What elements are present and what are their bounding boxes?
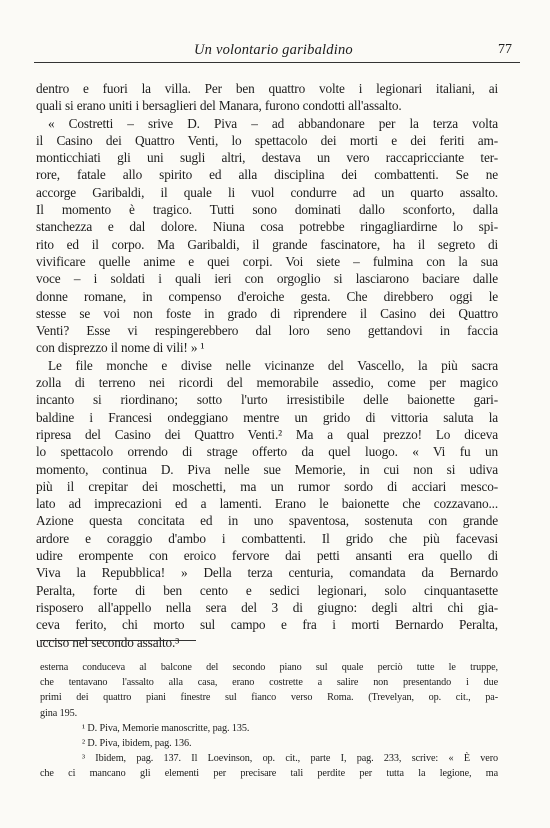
- text-line: dentro e fuori la villa. Per ben quattro volte i legionari italiani, ai: [36, 81, 498, 96]
- footnote-line: esterna conduceva al balcone del secondo piano sul quale perciò tutte le truppe,: [40, 662, 498, 673]
- text-line: Viva la Repubblica! » Della terza centuria, comandata da Bernardo: [36, 565, 498, 581]
- text-line: rore, fatale allo spirito ed alla disciplina dei combattenti. Se ne: [36, 167, 498, 183]
- page-number: 77: [498, 42, 512, 57]
- footnote-line: primi dei quattro piani finestre sul fianco verso Roma. (Trevelyan, op. cit., pa-: [40, 692, 498, 704]
- text-line: zolla di terreno nei ricordi del memorabile assedio, come per magico: [36, 375, 498, 391]
- text-line: Il momento è tragico. Tutti sono dominati dallo sconforto, dalla: [36, 202, 498, 218]
- footnote-line: che ci mancano gli elementi per precisare tali perdite per tutta la legione, ma: [40, 768, 498, 780]
- text-line: baldine i Francesi ondeggiano mentre un grido di vittoria saluta la: [36, 409, 498, 425]
- footnotes: [40, 660, 498, 782]
- running-head: [34, 42, 520, 63]
- text-line: risposero all'appello nella sera del 3 di giugno: degli altri chi gia-: [36, 599, 498, 615]
- text-line: ardore e coraggio d'ambo i combattenti. Il grido che più facevasi: [36, 530, 498, 546]
- text-line: ucciso nel secondo assalto.³: [36, 634, 180, 650]
- footnote-line: gina 195.: [40, 707, 78, 719]
- text-line: più il crepitar dei moschetti, ma un rumor sordo di acciari mesco-: [36, 478, 498, 494]
- text-line: stanchezza e dal dolore. Niuna cosa potrebbe ringagliardirne lo spi-: [36, 219, 498, 235]
- text-line: accorge Garibaldi, il quale li vuol condurre ad un quarto assalto.: [36, 184, 498, 200]
- text-line: Venti? Esse vi respingerebbero dal loro seno gettandovi in faccia: [36, 323, 498, 339]
- text-line: vivificare quelle anime e quei corpi. Voi siete – fulmina con la sua: [36, 253, 498, 269]
- text-line: lato ad imprecazioni ed a lamenti. Erano le baionette che cozzavano...: [36, 496, 498, 512]
- footnote-line: ³ Ibidem, pag. 137. Il Loevinson, op. cit., parte I, pag. 233, scrive: « È vero: [82, 753, 498, 765]
- footnote-separator: [40, 640, 196, 641]
- text-line: il Casino dei Quattro Venti, lo spettacolo dei morti e dei feriti am-: [36, 132, 498, 148]
- text-line: udire erompente con eroico fervore dai petti ansanti era quello di: [36, 548, 498, 564]
- text-line: lo spettacolo orrendo di strage offerto da quel luogo. « Vi fu un: [36, 444, 498, 460]
- body-text: [36, 80, 498, 651]
- text-line: con disprezzo il nome di vili! » ¹: [36, 340, 205, 356]
- text-line: Le file monche e divise nelle vicinanze del Vascello, la più sacra: [48, 357, 498, 373]
- text-line: monticchiati gli uni sugli altri, destava un vero raccapricciante ter-: [36, 150, 498, 166]
- text-line: incanto si riordinano; sotto l'urto irresistibile delle baionette gari-: [36, 392, 498, 408]
- footnote-line: che tentavano l'assalto alla casa, erano costrette a salire non presentando i due: [40, 677, 498, 689]
- text-line: stesse se voi non foste in grado di riprendere il Casino dei Quattro: [36, 305, 498, 321]
- text-line: voce – i soldati i quali ieri con orgoglio si lasciarono baciare dalle: [36, 271, 498, 287]
- text-line: « Costretti – srive D. Piva – ad abbandonare per la terza volta: [48, 115, 498, 131]
- text-line: momento, continua D. Piva nelle sue Memorie, in cui non si udiva: [36, 461, 498, 477]
- text-line: Peralta, forte di ben cento e sedici legionari, solo cinquantasette: [36, 582, 498, 598]
- text-line: ceva ferito, chi morto sul campo e fra i morti Bernardo Peralta,: [36, 617, 498, 633]
- text-line: donne romane, in compenso d'eroiche gesta. Che direbbero oggi le: [36, 288, 498, 304]
- text-line: ripresa del Casino dei Quattro Venti.² Ma a qual prezzo! Lo diceva: [36, 426, 498, 442]
- running-title: Un volontario garibaldino: [194, 42, 353, 58]
- text-line: Azione questa concitata ed in uno spaventosa, sostenuta con grande: [36, 513, 498, 529]
- footnote-line: ² D. Piva, ibidem, pag. 136.: [82, 738, 192, 750]
- text-line: quali si erano uniti i bersaglieri del Manara, furono condotti all'assalto.: [36, 98, 402, 114]
- footnote-line: ¹ D. Piva, Memorie manoscritte, pag. 135.: [82, 722, 250, 734]
- text-line: rito ed il corpo. Ma Garibaldi, il grande fascinatore, ha il segreto di: [36, 236, 498, 252]
